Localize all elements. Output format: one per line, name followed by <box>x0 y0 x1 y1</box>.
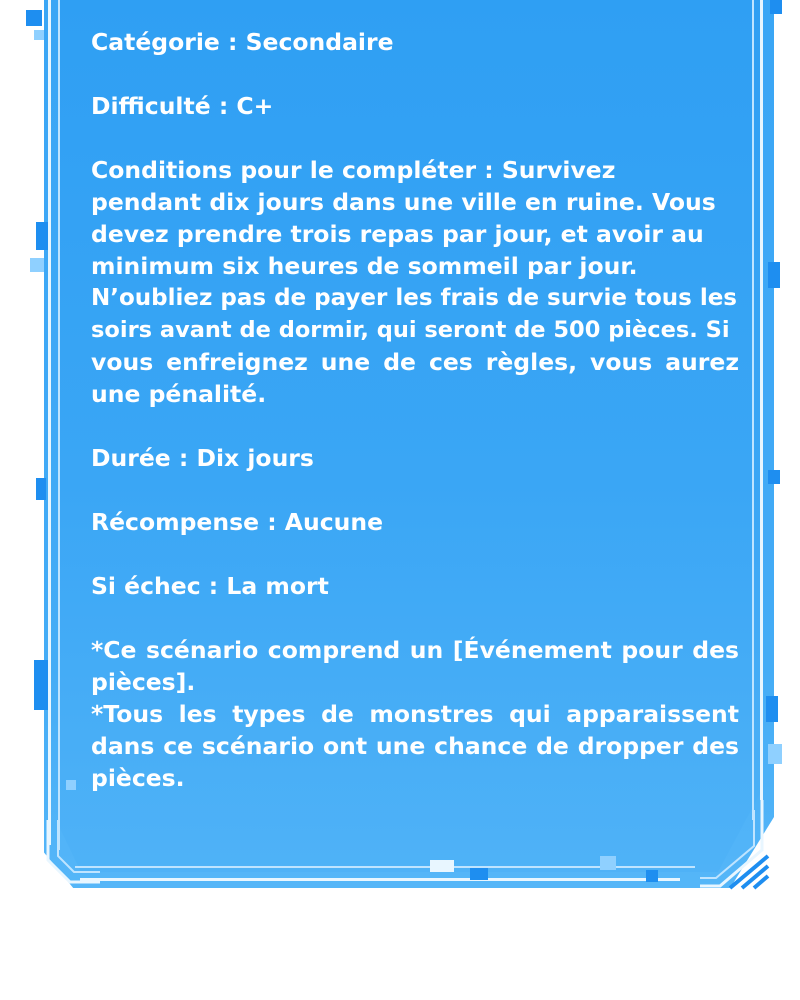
pixel-decoration <box>770 0 782 14</box>
quest-note-line: pièces]. <box>91 668 196 696</box>
quest-conditions-line: N’oubliez pas de payer les frais de survie tous les <box>91 285 737 311</box>
pixel-decoration <box>66 780 76 790</box>
pixel-decoration <box>768 744 782 764</box>
frame-left-inner-line <box>58 0 60 850</box>
quest-conditions-line: soirs avant de dormir, qui seront de 500 pièces. Si <box>91 317 730 343</box>
pixel-decoration <box>26 10 42 26</box>
pixel-decoration <box>34 660 48 710</box>
frame-right-line <box>760 0 763 800</box>
pixel-decoration <box>646 870 658 882</box>
pixel-decoration <box>600 856 616 870</box>
quest-note-line: *Ce scénario comprend un [Événement pour des <box>91 636 739 664</box>
pixel-decoration <box>430 860 454 872</box>
pixel-decoration <box>36 478 46 500</box>
quest-note-line: dans ce scénario ont une chance de dropper des <box>91 732 739 760</box>
quest-failure: Si échec : La mort <box>91 572 329 600</box>
frame-left-line <box>48 0 51 845</box>
quest-conditions-line: vous enfreignez une de ces règles, vous aurez <box>91 348 739 376</box>
quest-description <box>91 26 739 794</box>
pixel-decoration <box>34 30 44 40</box>
quest-conditions-line: devez prendre trois repas par jour, et avoir au <box>91 220 704 248</box>
quest-category: Catégorie : Secondaire <box>91 28 394 56</box>
quest-difficulty: Difficulté : C+ <box>91 92 274 120</box>
pixel-decoration <box>766 696 778 722</box>
frame-corner-bottom-left <box>40 820 100 890</box>
quest-note-line: *Tous les types de monstres qui apparaissent <box>91 700 739 728</box>
quest-note-line: pièces. <box>91 764 185 792</box>
frame-corner-bottom-right <box>700 800 770 890</box>
quest-reward: Récompense : Aucune <box>91 508 384 536</box>
pixel-decoration <box>30 258 44 272</box>
frame-bottom-line <box>80 878 680 881</box>
quest-conditions-line: une pénalité. <box>91 380 267 408</box>
quest-duration: Durée : Dix jours <box>91 444 314 472</box>
quest-conditions-line: minimum six heures de sommeil par jour. <box>91 252 638 280</box>
quest-conditions-line: Conditions pour le compléter : Survivez <box>91 156 616 184</box>
pixel-decoration <box>36 222 48 250</box>
frame-right-inner-line <box>752 0 754 820</box>
quest-conditions-line: pendant dix jours dans une ville en ruine. Vous <box>91 188 716 216</box>
pixel-decoration <box>470 868 488 880</box>
pixel-decoration <box>768 262 780 288</box>
pixel-decoration <box>768 470 780 484</box>
